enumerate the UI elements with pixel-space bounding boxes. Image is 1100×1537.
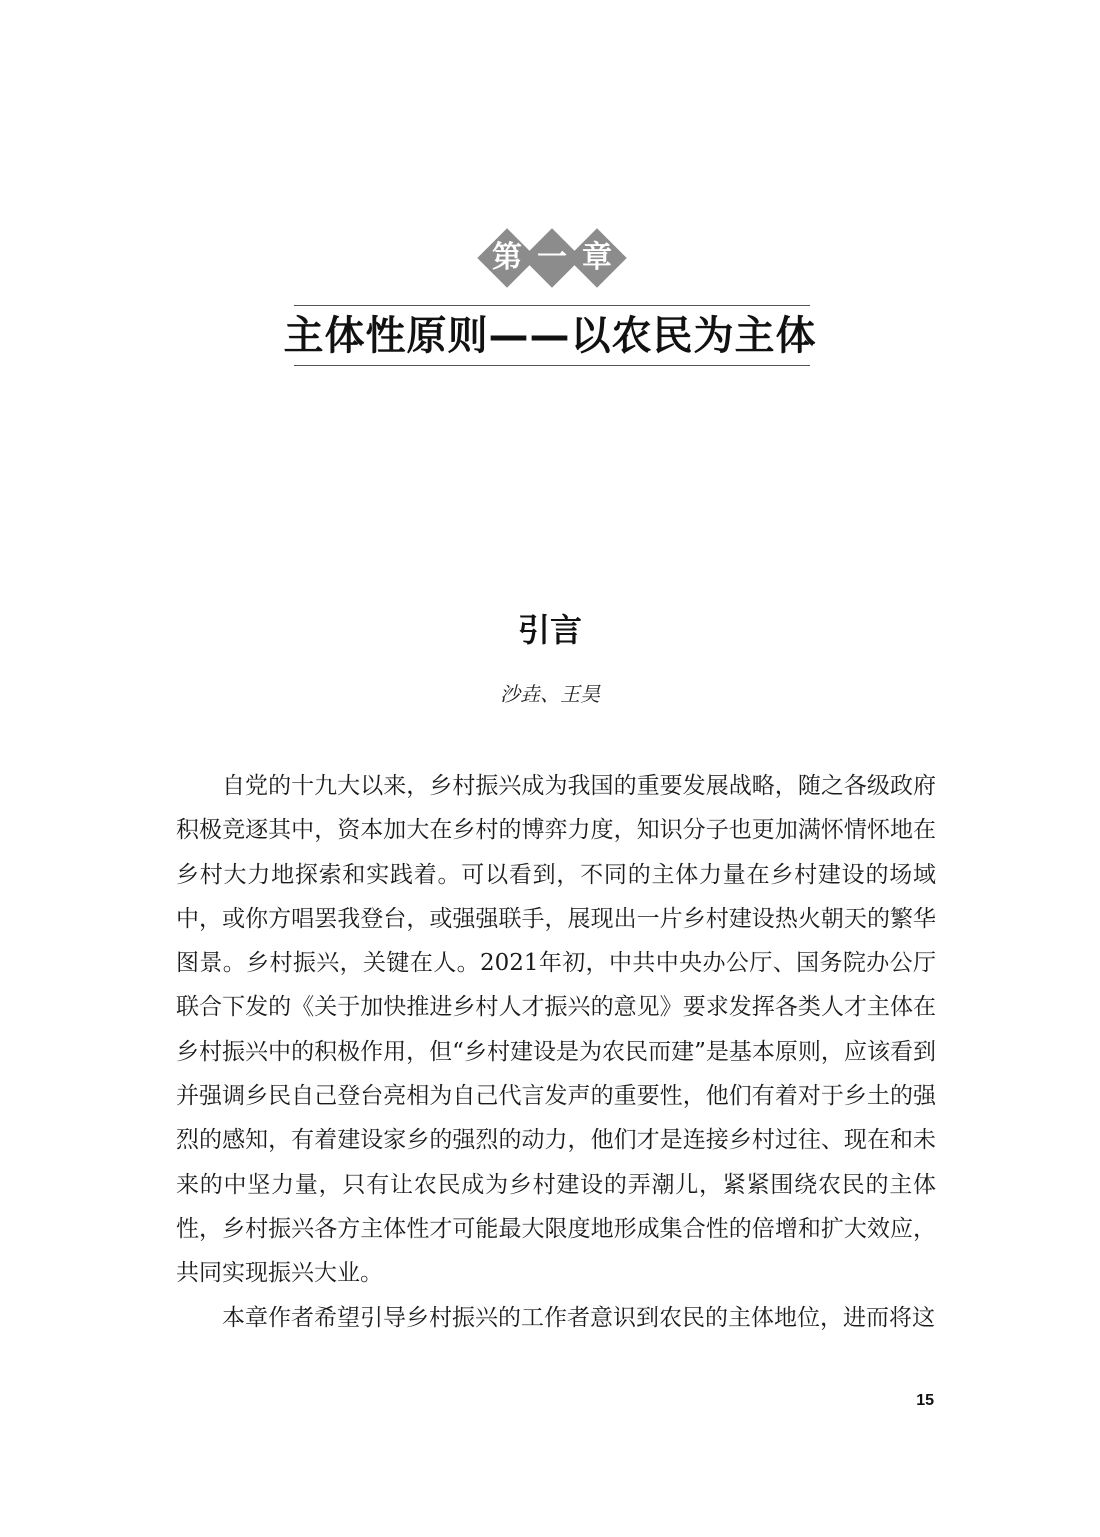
page-number: 15 <box>916 1392 934 1409</box>
section-title: 引言 <box>517 611 582 649</box>
chapter-badge-char: 第 <box>492 240 522 275</box>
section-authors: 沙垚、王昊 <box>500 682 600 706</box>
chapter-badge-diamond <box>567 228 627 288</box>
chapter-badge <box>0 228 1100 288</box>
body-paragraph: 自党的十九大以来，乡村振兴成为我国的重要发展战略，随之各级政府积极竞逐其中，资本加大在乡村的博弈力度，知识分子也更加满怀情怀地在乡村大力地探索和实践着。可以看到，不同的主体力量在乡村建设的场域中，或你方唱罢我登台，或强强联手，展现出一片乡村建设热火朝天的繁华图景。乡村振兴，关键在人。2021年初，中共中央办公厅、国务院办公厅联合下发的《关于加快推进乡村人才振兴的意见》要求发挥各类人才主体在乡村振兴中的积极作用，但“乡村建设是为农民而建”是基本原则，应该看到并强调乡民自己登台亮相为自己代言发声的重要性，他们有着对于乡土的强烈的感知，有着建设家乡的强烈的动力，他们才是连接乡村过往、现在和未来的中坚力量，只有让农民成为乡村建设的弄潮儿，紧紧围绕农民的主体性，乡村振兴各方主体性才可能最大限度地形成集合性的倍增和扩大效应，共同实现振兴大业。 <box>176 773 936 1287</box>
title-rule-top <box>294 305 810 306</box>
chapter-badge-char: 一 <box>537 240 567 275</box>
chapter-title: 主体性原则——以农民为主体 <box>283 313 817 359</box>
body-paragraph: 本章作者希望引导乡村振兴的工作者意识到农民的主体地位，进而将这 <box>222 1304 935 1331</box>
title-rule-bottom <box>294 365 810 366</box>
chapter-badge-char: 章 <box>582 240 612 275</box>
body-text <box>176 764 936 1340</box>
